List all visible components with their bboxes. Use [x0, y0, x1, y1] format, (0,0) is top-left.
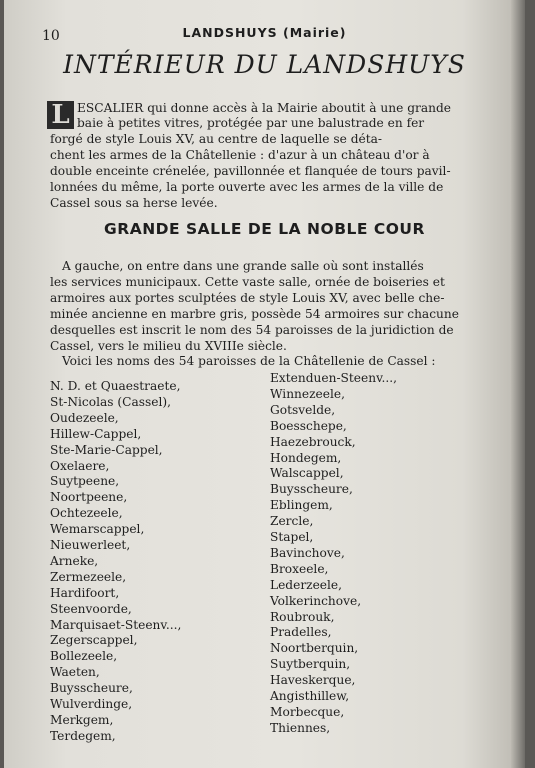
intro-line: Cassel sous sa herse levée.: [50, 196, 218, 210]
parish-right-item: Zercle,: [270, 514, 314, 529]
parish-left-item: St-Nicolas (Cassel),: [50, 394, 171, 409]
intro-line: lonnées du même, la porte ouverte avec les armes de la ville de: [50, 180, 444, 194]
parish-right-item: Volkerinchove,: [270, 593, 362, 608]
intro-line: ESCALIER qui donne accès à la Mairie aboutit à une grande: [77, 101, 451, 115]
body-line: Cassel, vers le milieu du XVIIIe siècle.: [50, 339, 287, 353]
parish-right-item: Buysscheure,: [270, 482, 353, 497]
parish-right-item: Lederzeele,: [270, 577, 342, 592]
parish-left-item: Ste-Marie-Cappel,: [50, 442, 163, 457]
parish-right-item: Angisthillew,: [270, 689, 350, 703]
intro-line: baie à petites vitres, protégée par une balustrade en fer: [77, 116, 425, 130]
intro-line: chent les armes de la Châtellenie : d'azur à un château d'or à: [50, 148, 430, 162]
parish-left-item: Oxelaere,: [50, 458, 110, 473]
parish-right-item: Thiennes,: [270, 720, 331, 735]
document-page: [4, 0, 525, 768]
parish-right-item: Stapel,: [270, 530, 314, 544]
drop-cap: L: [47, 101, 74, 129]
parish-left-item: Steenvoorde,: [50, 601, 132, 616]
parish-left-item: Buysscheure,: [50, 681, 133, 696]
parish-left-item: Merkgem,: [50, 712, 114, 727]
parish-right-item: Broxeele,: [270, 561, 329, 576]
intro-line: double enceinte crénelée, pavillonnée et flanquée de tours pavil-: [50, 164, 451, 178]
body-line: les services municipaux. Cette vaste salle, ornée de boiseries et: [50, 275, 445, 289]
parish-left-item: Oudezeele,: [50, 410, 119, 425]
parish-right-item: Gotsvelde,: [270, 402, 336, 417]
parish-right-item: Boesschepe,: [270, 418, 347, 433]
parish-left-item: N. D. et Quaestraete,: [50, 379, 181, 393]
parish-left-item: Arneke,: [50, 553, 99, 568]
parish-right-item: Haveskerque,: [270, 673, 356, 688]
parish-right-item: Winnezeele,: [270, 386, 345, 401]
parish-left-item: Terdegem,: [50, 728, 116, 743]
parish-right-item: Hondegem,: [270, 450, 342, 465]
parish-left-item: Zegerscappel,: [50, 633, 138, 648]
body-line: minée ancienne en marbre gris, possède 54 armoires sur chacune: [50, 307, 459, 321]
parish-left-item: Ochtezeele,: [50, 506, 123, 521]
section-title: GRANDE SALLE DE LA NOBLE COUR: [104, 220, 425, 238]
parish-right-item: Suytberquin,: [270, 657, 351, 672]
intro-line: forgé de style Louis XV, au centre de laquelle se déta-: [50, 132, 382, 146]
parish-right-item: Roubrouk,: [270, 609, 335, 624]
body-line: armoires aux portes sculptées de style Louis XV, avec belle che-: [50, 291, 445, 305]
parish-left-item: Wemarscappel,: [50, 522, 145, 537]
parish-right-item: Noortberquin,: [270, 641, 359, 656]
body-line: desquelles est inscrit le nom des 54 paroisses de la juridiction de: [50, 323, 454, 337]
body-line: A gauche, on entre dans une grande salle où sont installés: [62, 259, 424, 273]
page-number: 10: [42, 28, 60, 44]
parish-right-item: Eblingem,: [270, 498, 333, 513]
parish-left-item: Hardifoort,: [50, 585, 120, 600]
parish-left-item: Wulverdinge,: [50, 697, 133, 711]
parish-right-item: Bavinchove,: [270, 545, 345, 560]
page-title: INTÉRIEUR DU LANDSHUYS: [63, 50, 466, 79]
parish-left-item: Nieuwerleet,: [50, 538, 131, 552]
parish-right-item: Haezebrouck,: [270, 434, 356, 449]
page-binding-edge: [511, 0, 525, 768]
parish-left-item: Hillew-Cappel,: [50, 426, 142, 441]
parish-left-item: Marquisaet-Steenv...,: [50, 617, 182, 632]
parish-left-item: Noortpeene,: [50, 490, 128, 505]
parish-left-item: Suytpeene,: [50, 474, 120, 489]
parish-left-item: Bollezeele,: [50, 649, 118, 664]
body-line: Voici les noms des 54 paroisses de la Châtellenie de Cassel :: [62, 354, 436, 368]
parish-right-item: Pradelles,: [270, 625, 332, 640]
parish-left-item: Waeten,: [50, 665, 100, 680]
parish-right-item: Walscappel,: [270, 466, 344, 481]
running-head: LANDSHUYS (Mairie): [182, 25, 347, 40]
parish-left-item: Zermezeele,: [50, 569, 127, 584]
parish-right-item: Extenduen-Steenv...,: [270, 371, 398, 385]
parish-right-item: Morbecque,: [270, 704, 345, 719]
